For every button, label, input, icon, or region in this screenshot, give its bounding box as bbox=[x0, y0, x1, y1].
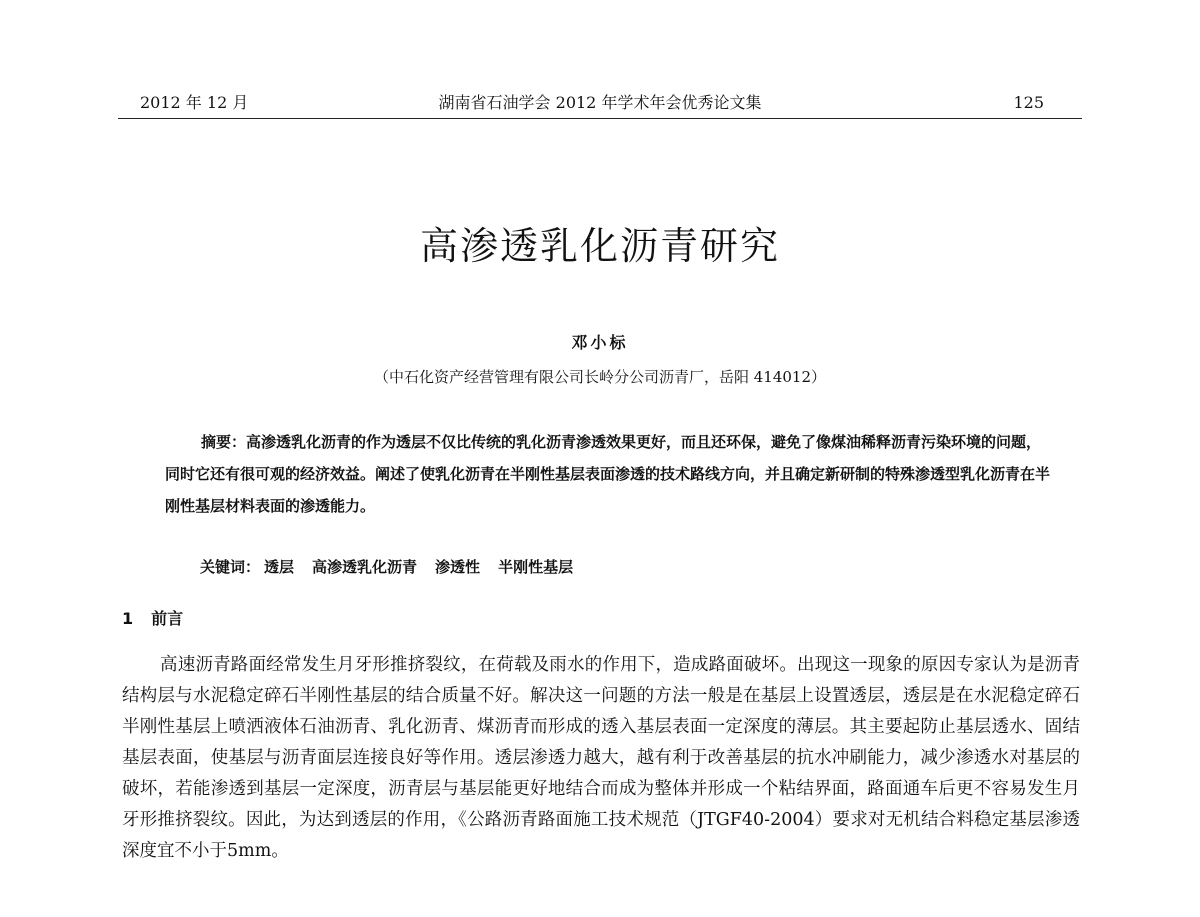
section-heading bbox=[122, 606, 183, 629]
keyword-item: 渗透性 bbox=[435, 558, 481, 576]
keywords-label: 关键词： bbox=[200, 558, 261, 576]
keyword-item: 透层 bbox=[264, 558, 295, 576]
abstract bbox=[165, 426, 1050, 522]
header-journal-title: 湖南省石油学会 2012 年学术年会优秀论文集 bbox=[438, 93, 762, 112]
abstract-label: 摘要： bbox=[201, 433, 247, 451]
running-header bbox=[118, 92, 1082, 119]
abstract-text: 高渗透乳化沥青的作为透层不仅比传统的乳化沥青渗透效果更好，而且还环保，避免了像煤油稀释沥青污染环境的问题，同时它还有很可观的经济效益。阐述了使乳化沥青在半刚性基层表面渗透的技术路线方向，并且确定新研制的特殊渗透型乳化沥青在半刚性基层材料表面的渗透能力。 bbox=[165, 433, 1051, 515]
body-paragraph: 高速沥青路面经常发生月牙形推挤裂纹，在荷载及雨水的作用下，造成路面破坏。出现这一现象的原因专家认为是沥青结构层与水泥稳定碎石半刚性基层的结合质量不好。解决这一问题的方法一般是在基层上设置透层，透层是在水泥稳定碎石半刚性基层上喷洒液体石油沥青、乳化沥青、煤沥青而形成的透入基层表面一定深度的薄层。其主要起防止基层透水、固结基层表面，使基层与沥青面层连接良好等作用。透层渗透力越大，越有利于改善基层的抗水冲刷能力，减少渗透水对基层的破坏，若能渗透到基层一定深度，沥青层与基层能更好地结合而成为整体并形成一个粘结界面，路面通车后更不容易发生月牙形推挤裂纹。因此，为达到透层的作用，《公路沥青路面施工技术规范（JTGF40-2004）要求对无机结合料稳定基层渗透深度宜不小于5mm。 bbox=[122, 655, 1080, 861]
header-date: 2012 年 12 月 bbox=[140, 93, 249, 112]
paper-title: 高渗透乳化沥青研究 bbox=[419, 224, 780, 268]
section-title: 前言 bbox=[151, 609, 184, 628]
keyword-item: 高渗透乳化沥青 bbox=[312, 558, 418, 576]
author-name: 邓小标 bbox=[571, 333, 629, 352]
author-affiliation: （中石化资产经营管理有限公司长岭分公司沥青厂，岳阳 414012） bbox=[373, 368, 827, 386]
keywords bbox=[200, 556, 587, 577]
header-page-number: 125 bbox=[1013, 93, 1044, 112]
section-number: 1 bbox=[122, 609, 134, 628]
keyword-item: 半刚性基层 bbox=[498, 558, 574, 576]
